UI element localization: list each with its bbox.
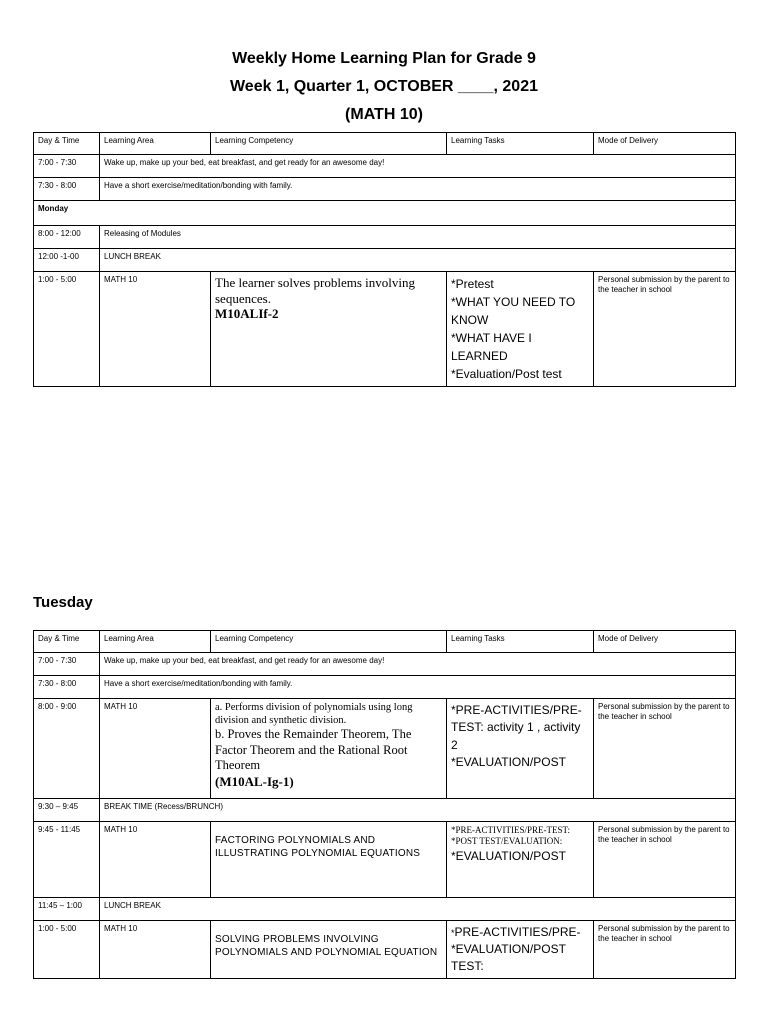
table-row	[34, 799, 736, 822]
table-row	[34, 822, 736, 898]
time-cell: 9:45 - 11:45	[34, 822, 100, 898]
table-row	[34, 653, 736, 676]
table-row	[34, 676, 736, 699]
table-row	[34, 178, 736, 201]
monday-plan-table	[33, 132, 736, 387]
mode-cell: Personal submission by the parent to the teacher in school	[594, 699, 736, 799]
time-cell: 7:30 - 8:00	[34, 178, 100, 201]
competency-cell	[211, 272, 447, 387]
tuesday-plan-table	[33, 630, 736, 979]
column-header: Learning Competency	[211, 133, 447, 155]
column-header: Learning Area	[100, 133, 211, 155]
table-row	[34, 226, 736, 249]
learning-area-cell: MATH 10	[100, 921, 211, 979]
time-cell: 7:30 - 8:00	[34, 676, 100, 699]
activity-cell: Have a short exercise/meditation/bonding with family.	[100, 676, 736, 699]
competency-code: (M10AL-Ig-1)	[215, 774, 294, 790]
competency-text: FACTORING POLYNOMIALS AND ILLUSTRATING POLYNOMIAL EQUATIONS	[215, 835, 421, 859]
page-subject: (MATH 10)	[345, 106, 423, 123]
tasks-cell	[447, 699, 594, 799]
table-row	[34, 155, 736, 178]
tasks-first-line	[451, 924, 589, 941]
column-header: Day & Time	[34, 631, 100, 653]
column-header: Learning Tasks	[447, 631, 594, 653]
activity-cell: LUNCH BREAK	[100, 898, 736, 921]
tasks-cell	[447, 921, 594, 979]
time-cell: 9:30 – 9:45	[34, 799, 100, 822]
activity-cell: Have a short exercise/meditation/bonding with family.	[100, 178, 736, 201]
tasks-first-text: PRE-ACTIVITIES/PRE-	[454, 925, 581, 939]
learning-area-cell: MATH 10	[100, 699, 211, 799]
competency-cell	[211, 921, 447, 979]
competency-text: The learner solves problems involving sequences.	[215, 275, 416, 306]
day-label-monday: Monday	[34, 201, 736, 226]
time-cell: 7:00 - 7:30	[34, 155, 100, 178]
table-row	[34, 921, 736, 979]
tasks-text: *EVALUATION/POST TEST:	[451, 941, 566, 973]
page-title: Weekly Home Learning Plan for Grade 9	[232, 50, 536, 67]
tasks-text-large: *EVALUATION/POST	[451, 848, 566, 863]
mode-cell: Personal submission by the parent to the teacher in school	[594, 921, 736, 979]
table-row	[34, 272, 736, 387]
column-header: Day & Time	[34, 133, 100, 155]
activity-cell: LUNCH BREAK	[100, 249, 736, 272]
table-row	[34, 898, 736, 921]
competency-text: SOLVING PROBLEMS INVOLVING POLYNOMIALS AND POLYNOMIAL EQUATION	[215, 934, 438, 958]
activity-cell: BREAK TIME (Recess/BRUNCH)	[100, 799, 736, 822]
competency-text-a: a. Performs division of polynomials using long division and synthetic division.	[215, 702, 413, 726]
table-header-row	[34, 631, 736, 653]
day-heading-tuesday: Tuesday	[33, 594, 93, 611]
column-header: Mode of Delivery	[594, 133, 736, 155]
competency-cell	[211, 822, 447, 898]
time-cell: 1:00 - 5:00	[34, 921, 100, 979]
time-cell: 8:00 - 12:00	[34, 226, 100, 249]
competency-code: M10ALIf-2	[215, 306, 279, 322]
column-header: Learning Competency	[211, 631, 447, 653]
time-cell: 12:00 -1-00	[34, 249, 100, 272]
tasks-text-small: *PRE-ACTIVITIES/PRE-TEST: *POST TEST/EVALUATION:	[451, 825, 571, 847]
tasks-cell	[447, 822, 594, 898]
competency-cell	[211, 699, 447, 799]
time-cell: 11:45 – 1:00	[34, 898, 100, 921]
table-row	[34, 249, 736, 272]
learning-area-cell: MATH 10	[100, 822, 211, 898]
tasks-text: *PRE-ACTIVITIES/PRE-TEST: activity 1 , activity 2 *EVALUATION/POST	[451, 703, 582, 770]
column-header: Learning Area	[100, 631, 211, 653]
time-cell: 1:00 - 5:00	[34, 272, 100, 387]
tasks-bullet: *	[451, 928, 455, 938]
mode-cell: Personal submission by the parent to the teacher in school	[594, 272, 736, 387]
tasks-cell	[447, 272, 594, 387]
tasks-text: *Pretest *WHAT YOU NEED TO KNOW *WHAT HAVE I LEARNED *Evaluation/Post test	[451, 277, 576, 381]
time-cell: 7:00 - 7:30	[34, 653, 100, 676]
day-row	[34, 201, 736, 226]
time-cell: 8:00 - 9:00	[34, 699, 100, 799]
table-row	[34, 699, 736, 799]
page-subtitle: Week 1, Quarter 1, OCTOBER ____, 2021	[229, 78, 538, 95]
competency-text-b: b. Proves the Remainder Theorem, The Factor Theorem and the Rational Root Theorem	[215, 727, 412, 773]
activity-cell: Releasing of Modules	[100, 226, 736, 249]
table-header-row	[34, 133, 736, 155]
activity-cell: Wake up, make up your bed, eat breakfast, and get ready for an awesome day!	[100, 155, 736, 178]
column-header: Mode of Delivery	[594, 631, 736, 653]
activity-cell: Wake up, make up your bed, eat breakfast, and get ready for an awesome day!	[100, 653, 736, 676]
column-header: Learning Tasks	[447, 133, 594, 155]
learning-area-cell: MATH 10	[100, 272, 211, 387]
mode-cell: Personal submission by the parent to the teacher in school	[594, 822, 736, 898]
